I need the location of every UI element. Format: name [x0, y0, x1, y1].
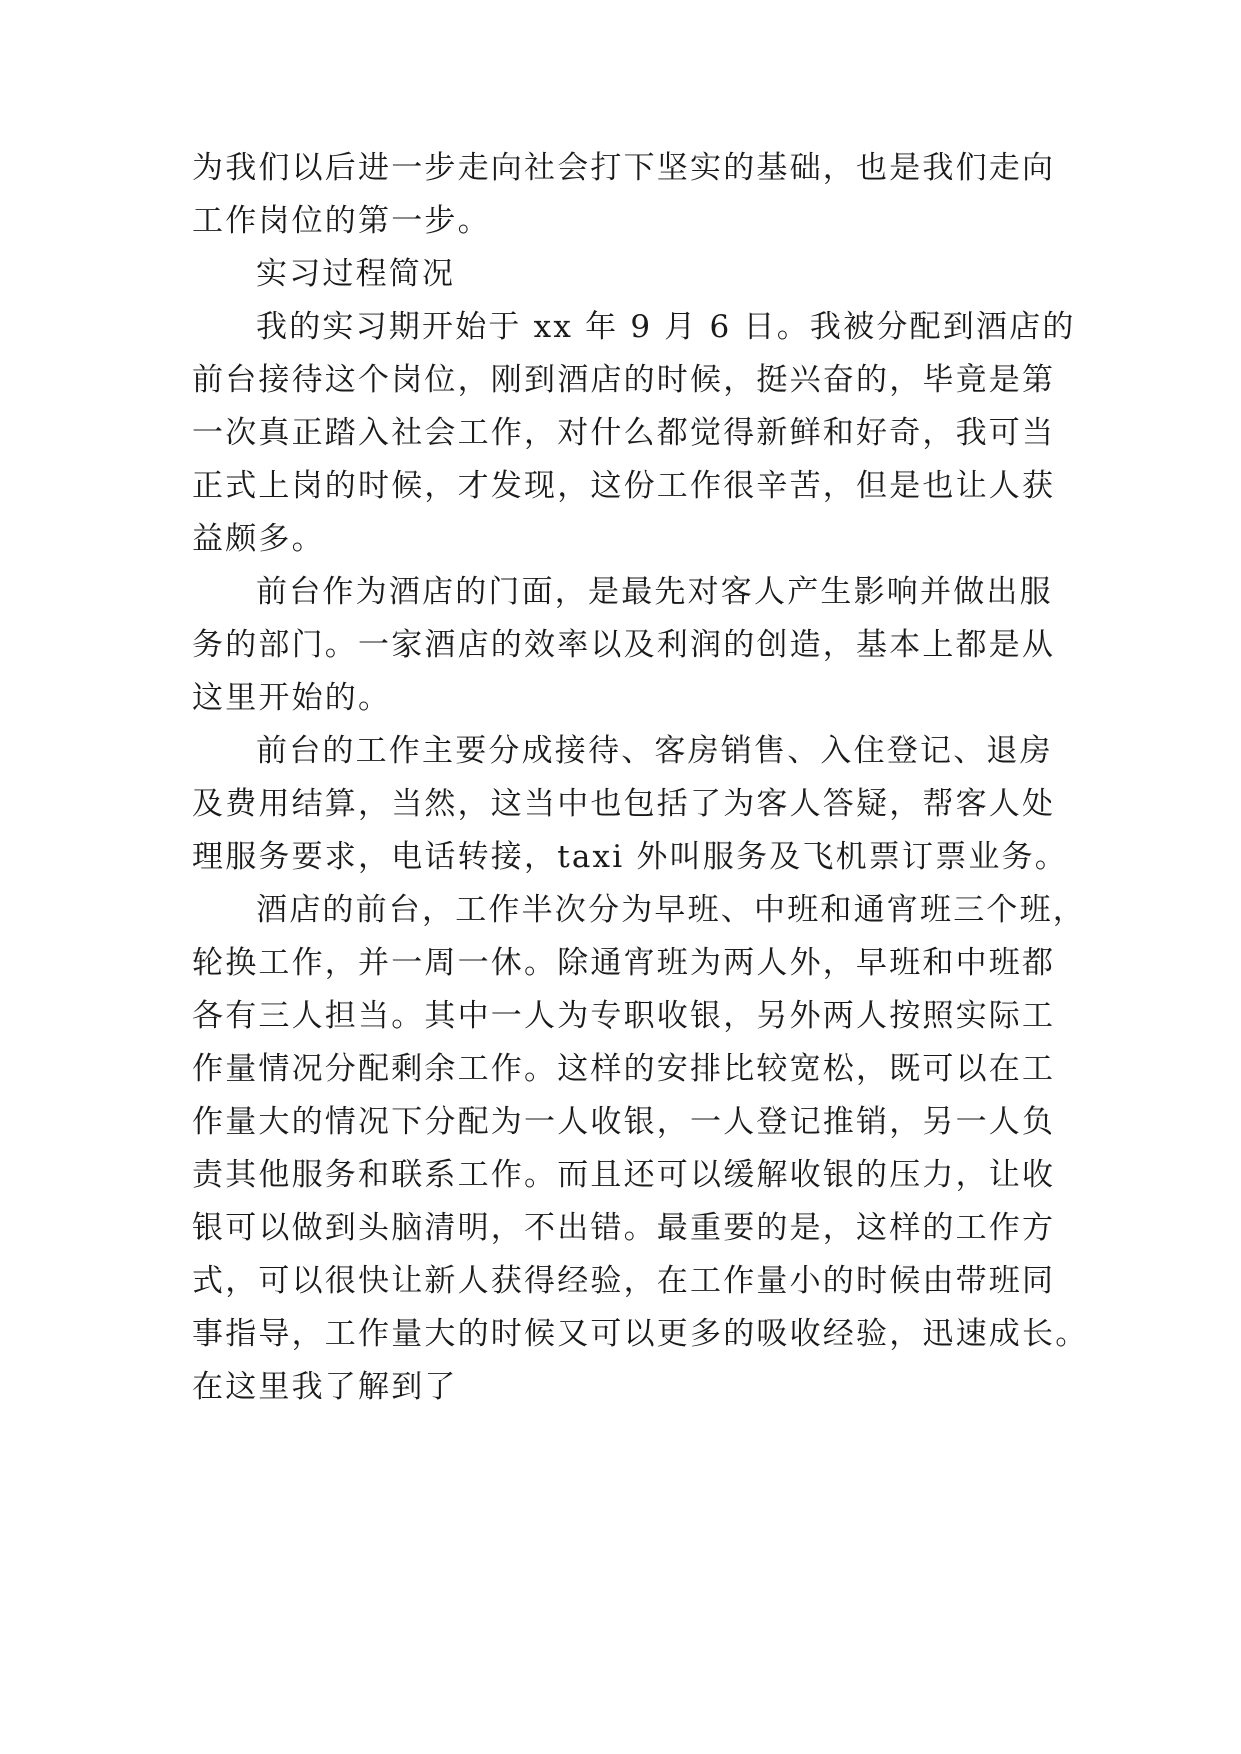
paragraph-line: 责其他服务和联系工作。而且还可以缓解收银的压力，让收: [192, 1157, 1056, 1193]
paragraph-line: 正式上岗的时候，才发现，这份工作很辛苦，但是也让人获: [192, 468, 1056, 504]
paragraph-line: 一次真正踏入社会工作，对什么都觉得新鲜和好奇，我可当: [192, 415, 1056, 451]
paragraph-line: 酒店的前台，工作半次分为早班、中班和通宵班三个班，: [256, 892, 1086, 928]
paragraph-line: 理服务要求，电话转接，taxi 外叫服务及飞机票订票业务。: [192, 839, 1068, 875]
paragraph-line: 前台接待这个岗位，刚到酒店的时候，挺兴奋的，毕竟是第: [192, 362, 1056, 398]
section-heading: 实习过程简况: [256, 256, 456, 292]
paragraph-line: 作量大的情况下分配为一人收银，一人登记推销，另一人负: [192, 1104, 1056, 1140]
paragraph-line: 前台的工作主要分成接待、客房销售、入住登记、退房: [256, 733, 1053, 769]
paragraph-line: 各有三人担当。其中一人为专职收银，另外两人按照实际工: [192, 998, 1056, 1034]
paragraph-line: 工作岗位的第一步。: [192, 203, 491, 239]
paragraph-line: 事指导，工作量大的时候又可以更多的吸收经验，迅速成长。: [192, 1316, 1089, 1352]
paragraph-line: 我的实习期开始于 xx 年 9 月 6 日。我被分配到酒店的: [256, 309, 1076, 345]
paragraph-line: 为我们以后进一步走向社会打下坚实的基础，也是我们走向: [192, 150, 1056, 186]
paragraph-line: 银可以做到头脑清明，不出错。最重要的是，这样的工作方: [192, 1210, 1056, 1246]
paragraph-line: 前台作为酒店的门面，是最先对客人产生影响并做出服: [256, 574, 1053, 610]
paragraph-line: 轮换工作，并一周一休。除通宵班为两人外，早班和中班都: [192, 945, 1056, 981]
paragraph-line: 在这里我了解到了: [192, 1369, 458, 1405]
paragraph-line: 益颇多。: [192, 521, 325, 557]
paragraph-line: 务的部门。一家酒店的效率以及利润的创造，基本上都是从: [192, 627, 1056, 663]
paragraph-line: 式，可以很快让新人获得经验，在工作量小的时候由带班同: [192, 1263, 1056, 1299]
paragraph-line: 及费用结算，当然，这当中也包括了为客人答疑，帮客人处: [192, 786, 1056, 822]
paragraph-line: 作量情况分配剩余工作。这样的安排比较宽松，既可以在工: [192, 1051, 1056, 1087]
paragraph-line: 这里开始的。: [192, 680, 392, 716]
